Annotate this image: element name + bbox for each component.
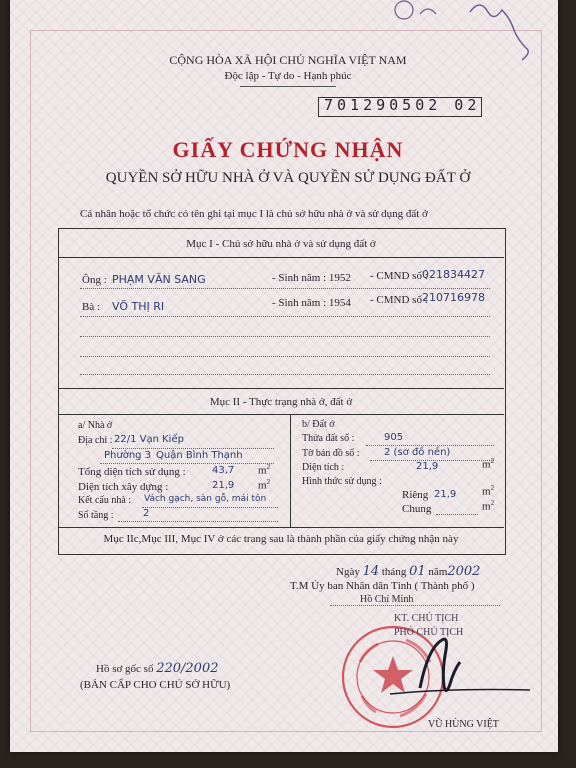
address-dotline bbox=[112, 448, 274, 449]
owner1-id: 021834427 bbox=[422, 268, 485, 281]
sections-footer-note: Mục IIc,Mục III, Mục IV ở các trang sau là thành phần của giấy chứng nhận này bbox=[103, 533, 459, 545]
district-value: Quận Bình Thạnh bbox=[156, 450, 243, 461]
serial-number: 701290502 02 bbox=[324, 96, 481, 114]
city-dotline bbox=[330, 605, 500, 606]
owner1-id-label: - CMND số : bbox=[370, 270, 428, 282]
address-label: Địa chỉ : bbox=[78, 435, 113, 446]
date-line bbox=[336, 564, 480, 579]
usage-area-label: Tổng diện tích sử dụng : bbox=[78, 466, 186, 478]
month-value: 01 bbox=[409, 564, 426, 579]
city-name: Hồ Chí Minh bbox=[360, 594, 414, 605]
section2-bottom-divider bbox=[58, 527, 504, 528]
record-line bbox=[96, 661, 219, 676]
intro-text: Cá nhân hoặc tổ chức có tên ghi tại mục I là chủ sở hữu nhà ở và sử dụng đất ở bbox=[80, 208, 428, 220]
owner2-dotline bbox=[80, 316, 490, 317]
shared-label: Chung bbox=[402, 503, 432, 515]
owner1-name: PHẠM VĂN SANG bbox=[112, 273, 206, 286]
floors-dotline bbox=[118, 521, 278, 522]
motto: Độc lập - Tự do - Hạnh phúc bbox=[224, 70, 352, 82]
structure-dotline bbox=[142, 507, 278, 508]
section1-heading: Mục I - Chủ sở hữu nhà ở và sử dụng đất ở bbox=[186, 238, 376, 250]
owner1-birth: - Sinh năm : 1952 bbox=[272, 272, 351, 284]
floors-value: 2 bbox=[143, 508, 150, 519]
build-area-value: 21,9 bbox=[212, 480, 235, 491]
motto-underline bbox=[240, 86, 336, 87]
owner1-dotline bbox=[80, 288, 490, 289]
day-label: Ngày bbox=[336, 566, 360, 578]
blank-dotline-1 bbox=[80, 336, 490, 337]
shared-unit: $m^2$ bbox=[482, 499, 495, 513]
plot-label: Thửa đất số : bbox=[302, 433, 355, 444]
record-number: 220/2002 bbox=[156, 661, 219, 676]
land-label: b/ Đất ở bbox=[302, 419, 335, 430]
copy-note: (BẢN CẤP CHO CHỦ SỞ HỮU) bbox=[80, 679, 231, 691]
month-label: tháng bbox=[381, 566, 407, 578]
owner2-title: Bà : bbox=[82, 301, 101, 313]
signer-name: VŨ HÙNG VIỆT bbox=[428, 719, 499, 730]
private-value: 21,9 bbox=[434, 489, 457, 500]
section2-column-divider bbox=[290, 414, 291, 527]
owner2-birth: - Sinh năm : 1954 bbox=[272, 297, 351, 309]
section2-divider bbox=[58, 414, 504, 415]
floors-label: Số tầng : bbox=[78, 510, 114, 521]
day-value: 14 bbox=[362, 564, 380, 579]
plot-dotline bbox=[366, 445, 494, 446]
plot-value: 905 bbox=[384, 432, 404, 443]
address-value: 22/1 Vạn Kiếp bbox=[114, 434, 184, 445]
blank-dotline-3 bbox=[80, 374, 490, 375]
map-value: 2 (sơ đồ nền) bbox=[384, 447, 451, 458]
year-value: 2002 bbox=[447, 564, 481, 579]
map-label: Tờ bản đồ số : bbox=[302, 448, 360, 459]
owner2-id-label: - CMND số : bbox=[370, 294, 428, 306]
certificate-subtitle: QUYỀN SỞ HỮU NHÀ Ở VÀ QUYỀN SỬ DỤNG ĐẤT Ở bbox=[105, 170, 471, 186]
handwritten-signature bbox=[350, 628, 530, 708]
chair-title: KT. CHỦ TỊCH bbox=[394, 613, 459, 624]
record-label: Hồ sơ gốc số bbox=[96, 663, 154, 675]
usage-area-unit: $m^2$ bbox=[258, 463, 271, 477]
authority-line: T.M Ủy ban Nhân dân Tỉnh ( Thành phố ) bbox=[290, 580, 475, 592]
blank-dotline-2 bbox=[80, 356, 490, 357]
owner2-name: VÕ THỊ RI bbox=[112, 300, 165, 313]
section2-top-divider bbox=[58, 388, 504, 389]
owner1-title: Ông : bbox=[82, 274, 107, 286]
shared-dotline bbox=[436, 514, 478, 515]
private-label: Riêng bbox=[402, 489, 429, 501]
owner2-id: 210716978 bbox=[422, 291, 485, 304]
land-area-unit: $m^2$ bbox=[482, 457, 495, 471]
year-label: năm bbox=[428, 566, 448, 578]
structure-value: Vách gạch, sàn gỗ, mái tôn bbox=[144, 494, 267, 504]
structure-label: Kết cấu nhà : bbox=[78, 495, 132, 506]
vice-chair-title: PHÓ CHỦ TỊCH bbox=[394, 627, 464, 638]
certificate-title: GIẤY CHỨNG NHẬN bbox=[172, 137, 404, 162]
republic-heading: CỘNG HÒA XÃ HỘI CHỦ NGHĨA VIỆT NAM bbox=[169, 53, 407, 67]
ward-dotline bbox=[100, 463, 274, 464]
ward-value: Phường 3 bbox=[104, 450, 152, 461]
private-unit: $m^2$ bbox=[482, 484, 495, 498]
usage-form-label: Hình thức sử dụng : bbox=[302, 476, 382, 487]
land-area-value: 21,9 bbox=[416, 461, 439, 472]
build-area-label: Diện tích xây dựng : bbox=[78, 481, 169, 493]
section2-heading: Mục II - Thực trạng nhà ở, đất ở bbox=[209, 396, 353, 408]
land-area-label: Diện tích : bbox=[302, 462, 345, 473]
section1-divider bbox=[58, 257, 504, 258]
house-label: a/ Nhà ở bbox=[78, 420, 113, 431]
usage-area-value: 43,7 bbox=[212, 465, 235, 476]
build-area-unit: $m^2$ bbox=[258, 478, 271, 492]
